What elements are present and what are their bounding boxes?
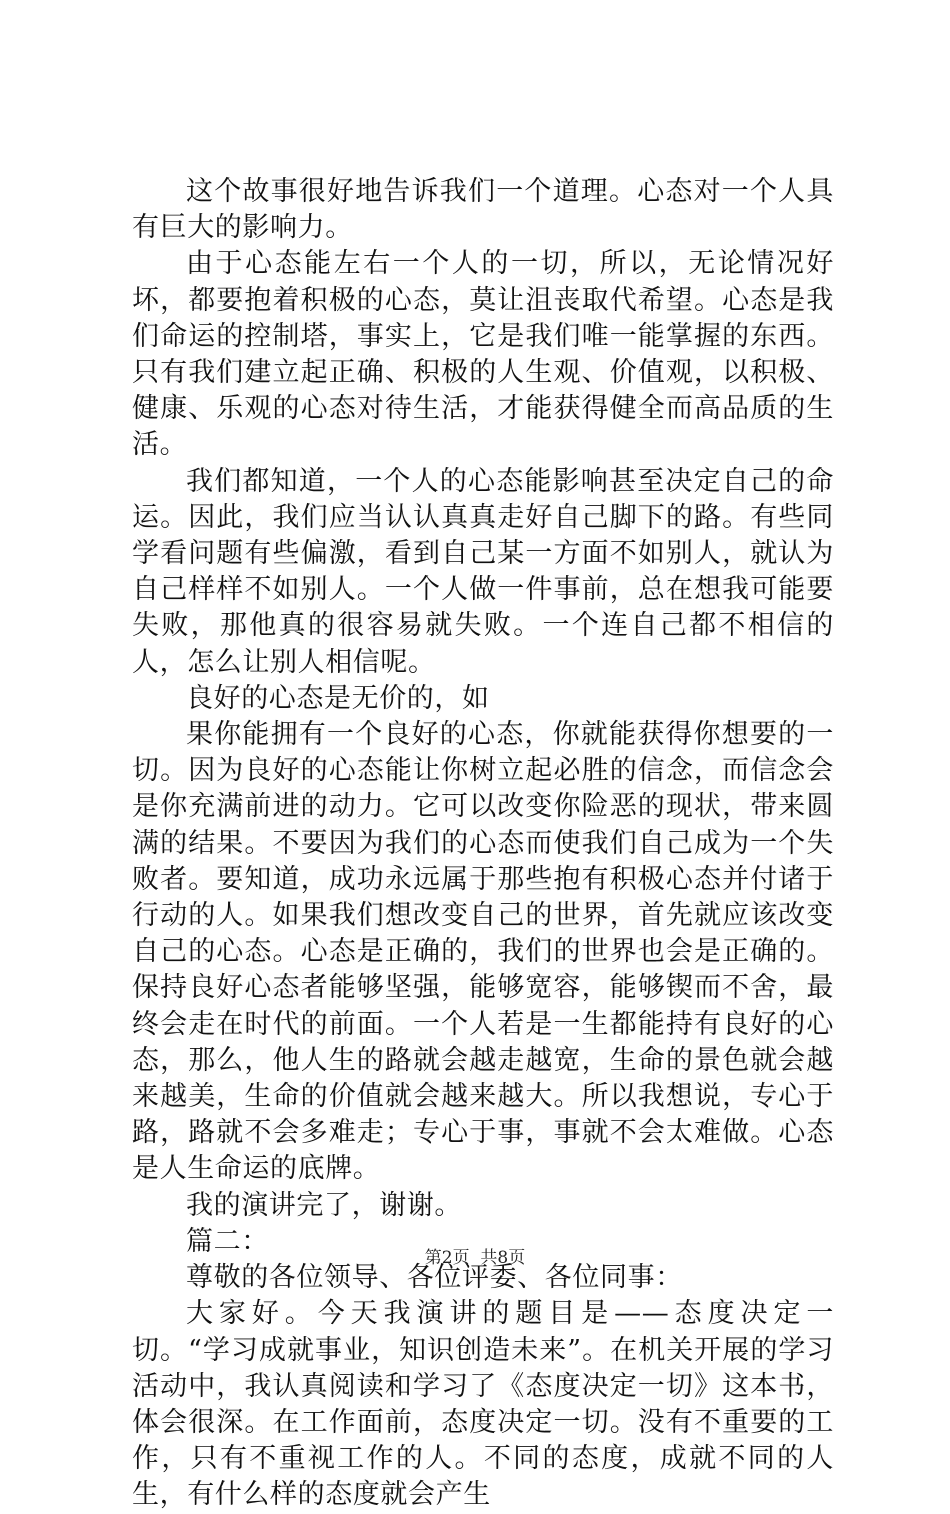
paragraph: 我的演讲完了，谢谢。 (186, 1189, 462, 1221)
paragraph: 大家好。今天我演讲的题目是——态度决定一切。“学习成就事业，知识创造未来”。在机关开展的学习活动中，我认真阅读和学习了《态度决定一切》这本书，体会很深。在工作面前，态度决定一切。没有不重要的工作，只有不重视工作的人。不同的态度，成就不同的人生，有什么样的态度就会产生 (132, 1298, 834, 1511)
paragraph: 这个故事很好地告诉我们一个道理。心态对一个人具有巨大的影响力。 (132, 176, 834, 244)
paragraph: 我们都知道，一个人的心态能影响甚至决定自己的命运。因此，我们应当认认真真走好自己脚下的路。有些同学看问题有些偏激，看到自己某一方面不如别人，就认为自己样样不如别人。一个人做一件事前，总在想我可能要失败，那他真的很容易就失败。一个连自己都不相信的人，怎么让别人相信呢。 (132, 465, 834, 678)
paragraph: 果你能拥有一个良好的心态，你就能获得你想要的一切。因为良好的心态能让你树立起必胜的信念，而信念会是你充满前进的动力。它可以改变你险恶的现状，带来圆满的结果。不要因为我们的心态而使我们自己成为一个失败者。要知道，成功永远属于那些抱有积极心态并付诸于行动的人。如果我们想改变自己的世界，首先就应该改变自己的心态。心态是正确的，我们的世界也会是正确的。保持良好心态者能够坚强，能够宽容，能够锲而不舍，最终会走在时代的前面。一个人若是一生都能持有良好的心态，那么，他人生的路就会越走越宽，生命的景色就会越来越美，生命的价值就会越来越大。所以我想说，专心于路，路就不会多难走；专心于事，事就不会太难做。心态是人生命运的底牌。 (132, 719, 834, 1185)
section-heading: 篇二： (186, 1225, 269, 1257)
document-body (132, 174, 834, 1514)
salutation: 尊敬的各位领导、各位评委、各位同事： (186, 1262, 683, 1294)
paragraph: 由于心态能左右一个人的一切，所以，无论情况好坏，都要抱着积极的心态，莫让沮丧取代希望。心态是我们命运的控制塔，事实上，它是我们唯一能掌握的东西。只有我们建立起正确、积极的人生观、价值观，以积极、健康、乐观的心态对待生活，才能获得健全而高品质的生活。 (132, 248, 834, 461)
page-footer (0, 1243, 950, 1268)
page-total: 共8页 (480, 1248, 526, 1268)
paragraph: 良好的心态是无价的，如 (186, 682, 490, 714)
page-number: 第2页 (424, 1248, 470, 1268)
